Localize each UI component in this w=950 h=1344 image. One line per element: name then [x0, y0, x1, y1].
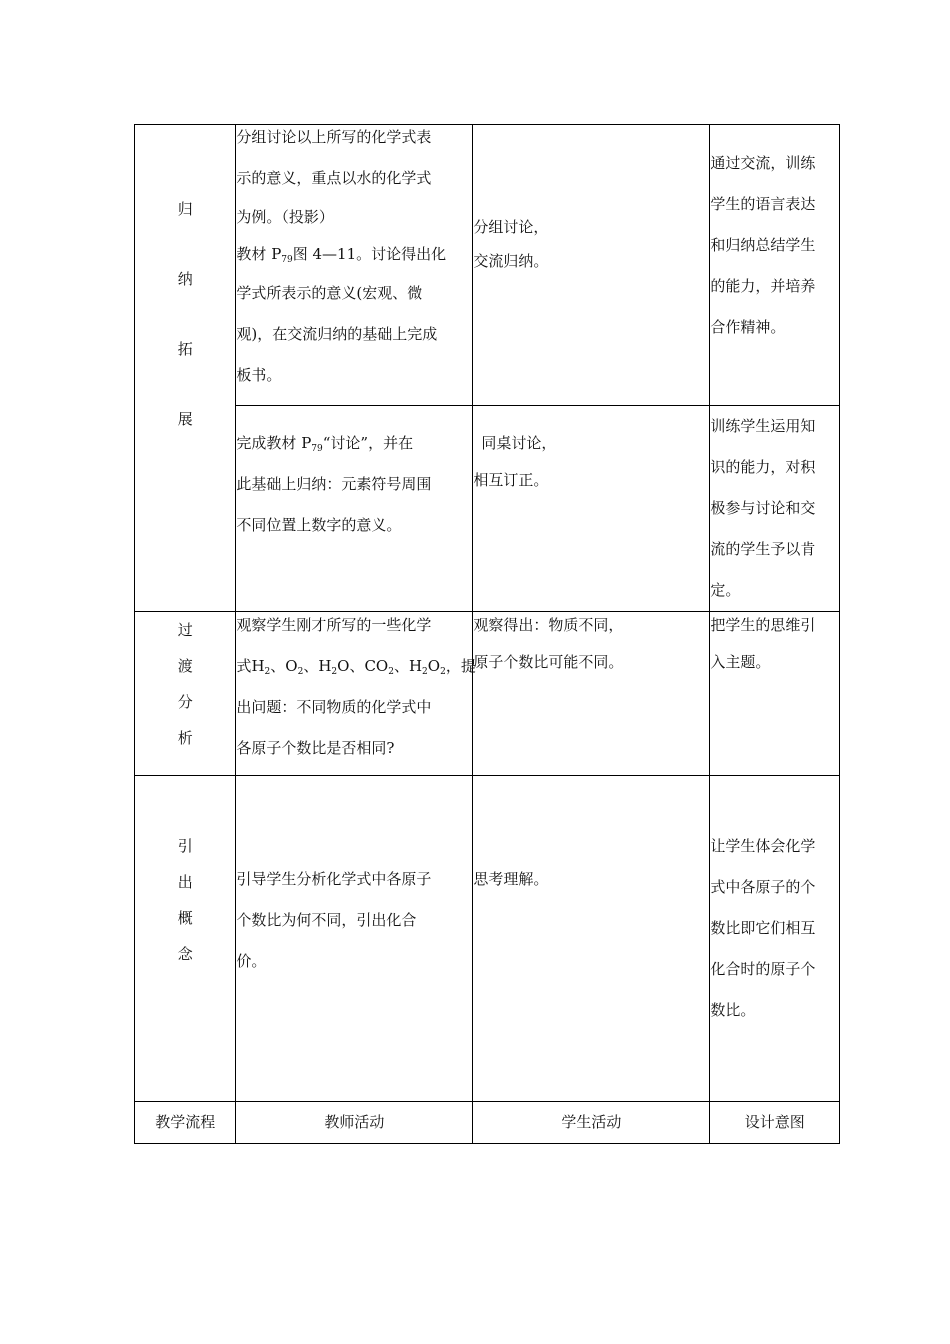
teacher-activity-cell [236, 612, 476, 776]
text-line: 个数比为何不同，引出化合 [236, 911, 417, 929]
formula-fragment: O、CO [337, 657, 389, 675]
formula-fragment: 、H [393, 657, 423, 675]
stage-char: 纳 [177, 270, 193, 288]
text-line [236, 236, 472, 273]
text-line: 观察得出：物质不同， [473, 616, 624, 634]
stage-char: 析 [177, 729, 193, 747]
lesson-plan-table [134, 124, 840, 1144]
subscript: 2 [388, 667, 394, 677]
formula-fragment: H [251, 657, 265, 675]
text-line: 定。 [710, 581, 741, 599]
text-line: 的能力，并培养 [710, 277, 816, 295]
column-label-design: 设计意图 [710, 1102, 840, 1144]
text-line: 交流归纳。 [473, 252, 549, 270]
column-label-teacher: 教师活动 [236, 1102, 473, 1144]
text-line: 不同位置上数字的意义。 [236, 516, 402, 534]
stage-char: 拓 [177, 340, 193, 358]
text-line: 入主题。 [710, 653, 771, 671]
design-intent-cell [710, 125, 840, 406]
formula-fragment: ，提 [445, 657, 476, 675]
text-fragment: 式 [236, 657, 252, 675]
teacher-activity-cell [236, 776, 473, 1102]
teacher-activity-cell [236, 406, 473, 612]
formula-line [236, 646, 476, 687]
design-intent-cell [710, 612, 840, 776]
text-fragment: 完成教材 P [236, 434, 312, 452]
formula-fragment: 、O [270, 657, 298, 675]
table-row [135, 125, 840, 406]
text-line: 极参与讨论和交 [710, 499, 816, 517]
text-line: 价。 [236, 952, 267, 970]
text-line: 思考理解。 [473, 870, 549, 888]
text-line: 示的意义，重点以水的化学式 [236, 169, 432, 187]
stage-cell-transition [135, 612, 236, 776]
stage-cell-concept [135, 776, 236, 1102]
text-line: 观察学生刚才所写的一些化学 [236, 616, 432, 634]
text-line: 合作精神。 [710, 318, 786, 336]
stage-char: 过 [177, 621, 193, 639]
design-intent-cell [710, 776, 840, 1102]
stage-char: 分 [177, 693, 193, 711]
subscript: 79 [311, 444, 323, 454]
column-label-student: 学生活动 [473, 1102, 710, 1144]
text-line: 引导学生分析化学式中各原子 [236, 870, 432, 888]
text-line: 训练学生运用知 [710, 417, 816, 435]
subscript: 2 [297, 667, 304, 677]
column-label-flow: 教学流程 [135, 1102, 236, 1144]
subscript: 2 [422, 667, 428, 677]
stage-char: 渡 [177, 657, 193, 675]
text-line: 分组讨论以上所写的化学式表 [236, 128, 432, 146]
stage-char: 念 [177, 945, 193, 963]
table-row [135, 1102, 840, 1144]
text-fragment: 图 4—11。讨论得出化 [292, 245, 447, 263]
stage-cell-summary [135, 125, 236, 612]
subscript: 2 [331, 667, 338, 677]
subscript: 79 [281, 255, 293, 265]
text-line: 出问题：不同物质的化学式中 [236, 698, 432, 716]
text-line: 式中各原子的个 [710, 878, 816, 896]
text-line: 原子个数比可能不同。 [473, 653, 624, 671]
text-line [236, 423, 472, 464]
text-line: 让学生体会化学 [710, 837, 816, 855]
subscript: 2 [264, 667, 271, 677]
student-activity-cell [473, 406, 710, 612]
teacher-activity-cell [236, 125, 473, 406]
text-line: 同桌讨论， [481, 434, 557, 452]
text-line: 观)，在交流归纳的基础上完成 [236, 325, 438, 343]
subscript: 2 [440, 667, 446, 677]
student-activity-cell [473, 776, 710, 1102]
text-line: 数比即它们相互 [710, 919, 816, 937]
table-row [135, 776, 840, 1102]
text-fragment: 教材 P [236, 245, 282, 263]
text-line: 此基础上归纳：元素符号周围 [236, 475, 432, 493]
table-row [135, 612, 840, 776]
text-line: 各原子个数比是否相同? [236, 739, 395, 757]
text-line: 学生的语言表达 [710, 195, 816, 213]
formula-fragment: 、H [303, 657, 332, 675]
stage-char: 引 [177, 837, 193, 855]
text-line: 流的学生予以肯 [710, 540, 816, 558]
text-line: 学式所表示的意义(宏观、微 [236, 284, 423, 302]
text-line: 板书。 [236, 366, 282, 384]
table-row [135, 406, 840, 612]
text-line: 分组讨论， [473, 218, 549, 236]
text-line: 通过交流，训练 [710, 154, 816, 172]
stage-char: 展 [177, 410, 193, 428]
stage-char: 归 [177, 200, 193, 218]
design-intent-cell [710, 406, 840, 612]
student-activity-cell [473, 125, 710, 406]
text-line: 为例。（投影） [236, 208, 334, 226]
text-line: 相互订正。 [473, 471, 549, 489]
text-line: 把学生的思维引 [710, 616, 816, 634]
text-line: 数比。 [710, 1001, 756, 1019]
stage-char: 出 [177, 873, 193, 891]
text-line: 化合时的原子个 [710, 960, 816, 978]
student-activity-cell [473, 612, 710, 776]
stage-char: 概 [177, 909, 193, 927]
formula-fragment: O [427, 657, 441, 675]
text-line: 和归纳总结学生 [710, 236, 816, 254]
text-line: 识的能力，对积 [710, 458, 816, 476]
text-fragment: “讨论”，并在 [322, 434, 414, 452]
